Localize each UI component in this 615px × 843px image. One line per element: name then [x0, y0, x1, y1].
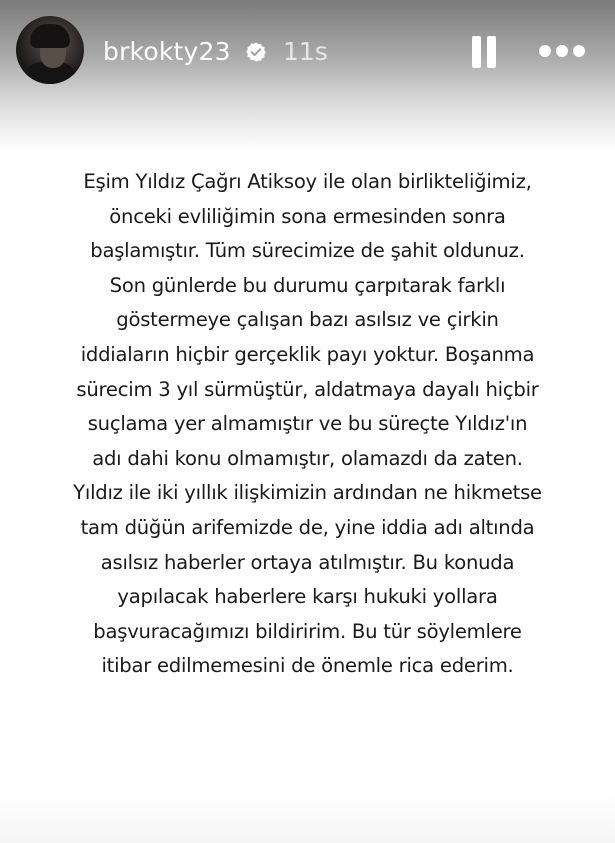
- story-text-line: Son günlerde bu durumu çarpıtarak farklı: [109, 273, 506, 297]
- more-dot: [539, 45, 551, 57]
- more-options-icon[interactable]: [537, 45, 587, 59]
- username-link[interactable]: brkokty23: [103, 37, 231, 66]
- story-text: [40, 165, 575, 684]
- verified-badge-icon: [245, 41, 267, 63]
- story-text-line: suçlama yer almamıştır ve bu süreçte Yıldız'ın: [87, 412, 528, 436]
- story-text-line: itibar edilmemesini de önemle rica ederim.: [101, 654, 514, 678]
- pause-bar-right: [487, 36, 496, 68]
- story-text-line: sürecim 3 yıl sürmüştür, aldatmaya dayalı hiçbir: [76, 377, 539, 401]
- pause-bar-left: [472, 36, 481, 68]
- story-text-line: Yıldız ile iki yıllık ilişkimizin ardından ne hikmetse: [73, 481, 542, 505]
- story-text-line: asılsız haberler ortaya atılmıştır. Bu konuda: [100, 550, 515, 574]
- story-text-line: başlamıştır. Tüm sürecimize de şahit oldunuz.: [90, 239, 525, 263]
- avatar-hair: [30, 24, 70, 48]
- story-text-line: göstermeye çalışan bazı asılsız ve çirkin: [116, 308, 499, 332]
- story-timestamp: 11s: [283, 37, 328, 66]
- story-text-line: tam düğün arifemizde de, yine iddia adı altında: [80, 515, 535, 539]
- story-text-line: adı dahi konu olmamıştır, olamazdı da zaten.: [92, 446, 523, 470]
- story-text-line: iddiaların hiçbir gerçeklik payı yoktur. Boşanma: [80, 342, 535, 366]
- more-dot: [556, 45, 568, 57]
- profile-avatar[interactable]: [16, 16, 84, 84]
- story-text-line: Eşim Yıldız Çağrı Atiksoy ile olan birlikteliğimiz,: [83, 170, 532, 193]
- story-text-line: yapılacak haberlere karşı hukuki yollara: [117, 585, 498, 609]
- pause-icon[interactable]: [470, 36, 498, 68]
- bottom-fade: [0, 790, 615, 843]
- story-text-line: önceki evliliğimin sona ermesinden sonra: [109, 204, 506, 228]
- story-header: [0, 0, 615, 100]
- story-text-line: başvuracağımızı bildiririm. Bu tür söylemlere: [93, 619, 522, 643]
- more-dot: [573, 45, 585, 57]
